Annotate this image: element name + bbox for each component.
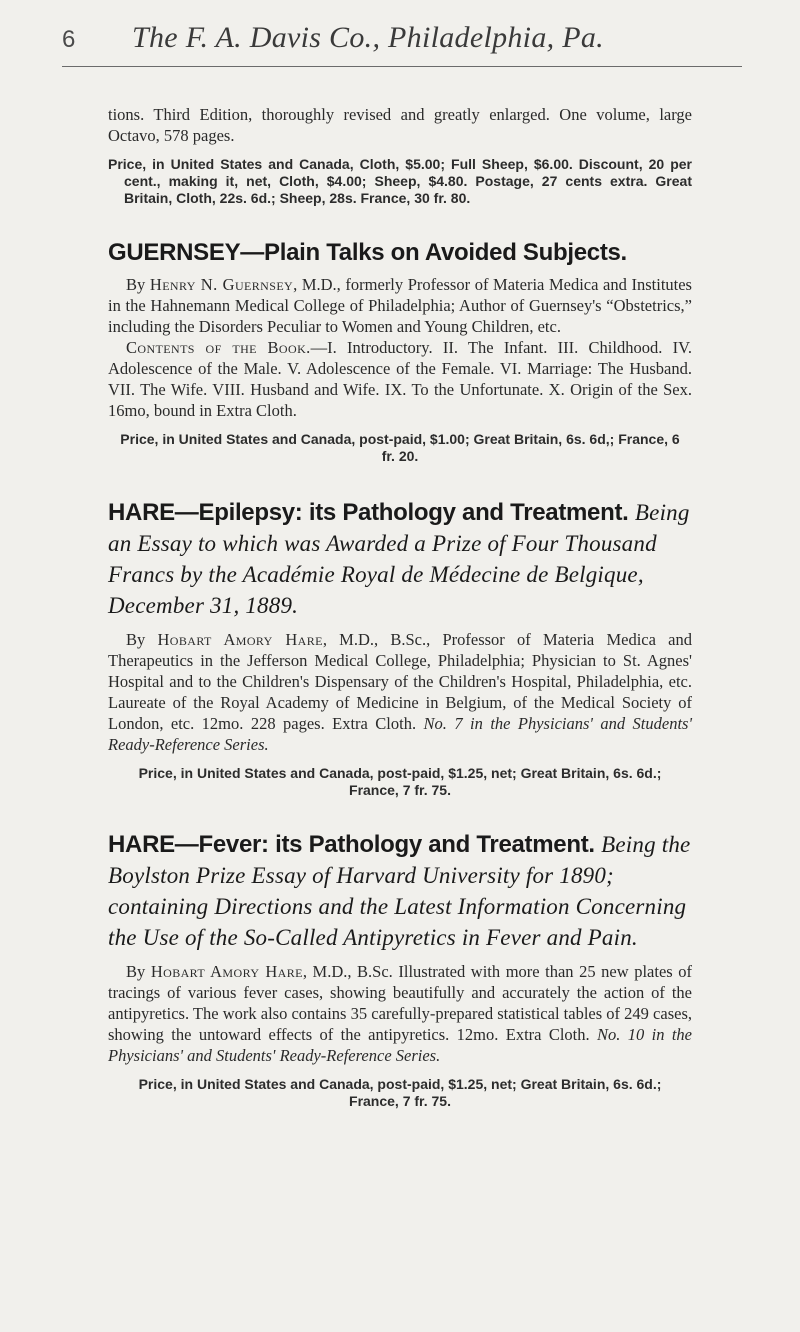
entry-contents: Contents of the Book.—I. Introductory. II. The Infant. III. Childhood. IV. Adolescence of the Male. V. Adolescence of the Female. VI. Marriage: The Husband. VII. The Wife. VIII. Husband and Wife. IX. To the Unfortunate. X. Origin of the Sex. 16mo, bound in Extra Cloth. [108, 338, 692, 420]
entry-hare-epilepsy [108, 497, 692, 799]
entry-hare-fever [108, 829, 692, 1110]
entry-title: HARE—Epilepsy: its Pathology and Treatment. Being an Essay to which was Awarded a Prize of Four Thousand Francs by the Académie Royal de Médecine de Belgique, December 31, 1889. [108, 499, 690, 618]
author-name: Hobart Amory Hare [157, 630, 323, 649]
page-header [62, 6, 742, 67]
entry-title: GUERNSEY—Plain Talks on Avoided Subjects. [108, 239, 627, 266]
entry-title: HARE—Fever: its Pathology and Treatment. Being the Boylston Prize Essay of Harvard University for 1890; containing Directions and the Latest Information Concerning the Use of the So-Called Antipyretics in Fever and Pain. [108, 831, 691, 950]
entry-subtitle: Being an Essay to which was Awarded a Prize of Four Thousand Francs by the Académie Royal de Médecine de Belgique, December 31, 1889. [108, 500, 690, 618]
contents-label: Contents of the Book. [126, 338, 311, 357]
entry-price: Price, in United States and Canada, post-paid, $1.25, net; Great Britain, 6s. 6d.; France, 7 fr. 75. [138, 765, 662, 798]
entry-price: Price, in United States and Canada, post-paid, $1.25, net; Great Britain, 6s. 6d.; France, 7 fr. 75. [138, 1076, 662, 1109]
intro-text: tions. Third Edition, thoroughly revised and greatly enlarged. One volume, large Octavo, 578 pages. [108, 105, 692, 145]
entry-subtitle: Being the Boylston Prize Essay of Harvard University for 1890; containing Directions and the Latest Information Concerning the Use of the So-Called Antipyretics in Fever and Pain. [108, 832, 691, 950]
intro-price: Price, in United States and Canada, Cloth, $5.00; Full Sheep, $6.00. Discount, 20 per cent., making it, net, Cloth, $4.00; Sheep, $4.80. Postage, 27 cents extra. Great Britain, Cloth, 22s. 6d.; Sheep, 28s. France, 30 fr. 80. [108, 156, 692, 206]
entry-guernsey [108, 237, 692, 465]
page-number: 6 [62, 26, 76, 53]
entry-description: By Hobart Amory Hare, M.D., B.Sc. Illustrated with more than 25 new plates of tracings of various fever cases, showing beautifully and accurately the action of the antipyretics. The work also contains 35 carefully-prepared statistical tables of 249 cases, showing the untoward effects of the antipyretics. 12mo. Extra Cloth. No. 10 in the Physicians' and Students' Ready-Reference Series. [108, 962, 692, 1065]
series-note: No. 10 in the Physicians' and Students' Ready-Reference Series. [108, 1025, 692, 1065]
running-head: The F. A. Davis Co., Philadelphia, Pa. [132, 21, 604, 54]
entry-description: By Hobart Amory Hare, M.D., B.Sc., Professor of Materia Medica and Therapeutics in the Jefferson Medical College, Philadelphia; Physician to St. Agnes' Hospital and to the Children's Dispensary of the Children's Hospital, Philadelphia, etc. Laureate of the Royal Academy of Medicine in Belgium, of the Medical Society of London, etc. 12mo. 228 pages. Extra Cloth. No. 7 in the Physicians' and Students' Ready-Reference Series. [108, 630, 692, 754]
author-name: Hobart Amory Hare [150, 962, 303, 981]
page-content [108, 104, 692, 1110]
entry-description: By Henry N. Guernsey, M.D., formerly Professor of Materia Medica and Institutes in the Hahnemann Medical College of Philadelphia; Author of Guernsey's “Obstetrics,” including the Disorders Peculiar to Women and Young Children, etc. [108, 275, 692, 336]
series-note: No. 7 in the Physicians' and Students' Ready-Reference Series. [108, 714, 692, 754]
entry-price: Price, in United States and Canada, post-paid, $1.00; Great Britain, 6s. 6d,; France, 6 fr. 20. [120, 431, 680, 464]
author-name: Henry N. Guernsey [149, 275, 294, 294]
